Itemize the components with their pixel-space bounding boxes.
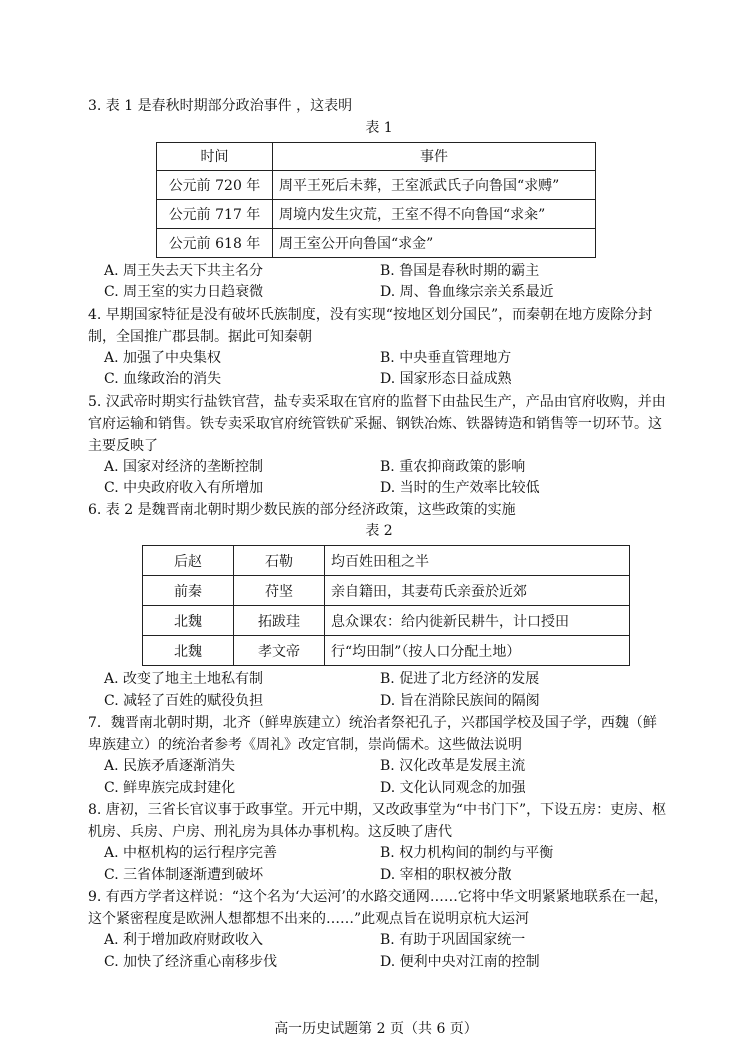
option-b: B. 鲁国是春秋时期的霸主 [380,262,540,279]
table-cell: 前秦 [143,576,234,606]
option-a: A. 中枢机构的运行程序完善 [104,845,278,861]
table-1 [156,142,596,258]
option-d: D. 宰相的职权被分散 [380,866,512,883]
exam-page [88,96,670,973]
table-row [143,636,630,666]
option-d: D. 旨在消除民族间的隔阂 [380,692,540,709]
option-b: B. 汉化改革是发展主流 [380,758,526,774]
option-c: C. 加快了经济重心南移步伐 [104,953,278,970]
question-5-stem: 5. 汉武帝时期实行盐铁官营，盐专卖采取在官府的监督下由盐民生产，产品由官府收购，并由官府运输和销售。铁专卖采取官府统管铁矿采掘、钢铁冶炼、铁器铸造和销售等一切环节。这主要反映了 [88,393,666,454]
table-cell: 石勒 [234,546,325,576]
question-3-options [88,261,670,304]
table-cell: 公元前 720 年 [157,170,273,199]
option-c: C. 中央政府收入有所增加 [104,480,264,496]
table-2-title: 表 2 [365,523,393,539]
question-6-stem: 6. 表 2 是魏晋南北朝时期少数民族的部分经济政策，这些政策的实施 [88,501,516,518]
table-cell: 息众课农：给内徙新民耕牛，计口授田 [325,606,630,636]
page-footer: 高一历史试题第 2 页（共 6 页） [274,1021,478,1037]
table-cell: 拓跋珪 [234,606,325,636]
table-cell: 公元前 618 年 [157,228,273,257]
option-c: C. 周王室的实力日趋衰微 [104,284,264,300]
option-a: A. 加强了中央集权 [104,349,222,366]
question-5-options [88,457,670,500]
table-row [157,170,596,199]
question-4-stem: 4. 早期国家特征是没有破坏氏族制度，没有实现“按地区划分国民”，而秦朝在地方废除分封制，全国推广郡县制。据此可知秦朝 [88,306,653,345]
table-row [143,576,630,606]
table-cell: 亲自籍田，其妻苟氏亲蚕於近郊 [325,576,630,606]
option-a: A. 民族矛盾逐渐消失 [104,758,236,774]
option-b: B. 重农抑商政策的影响 [380,458,526,475]
question-7-options [88,756,670,799]
table-cell: 周境内发生灾荒，王室不得不向鲁国“求籴” [273,199,596,228]
option-d: D. 周、鲁血缘宗亲关系最近 [380,284,554,300]
question-6-options [88,669,670,712]
option-b: B. 权力机构间的制约与平衡 [380,845,554,861]
table-row [143,546,630,576]
option-d: D. 国家形态日益成熟 [380,371,512,387]
table-1-header-time: 时间 [157,142,273,170]
question-7-stem: 7．魏晋南北朝时期，北齐（鲜卑族建立）统治者祭祀孔子，兴郡国学校及国子学，西魏（鲜卑族建立）的统治者参考《周礼》改定官制，崇尚儒术。这些做法说明 [88,715,657,753]
question-3-stem: 3. 表 1 是春秋时期部分政治事件 ，这表明 [88,98,353,114]
table-cell: 孝文帝 [234,636,325,666]
table-row [157,199,596,228]
table-cell: 北魏 [143,636,234,666]
question-4-options [88,348,670,391]
table-cell: 周王室公开向鲁国“求金” [273,228,596,257]
option-c: C. 减轻了百姓的赋役负担 [104,692,264,709]
option-a: A. 国家对经济的垄断控制 [104,458,264,475]
option-d: D. 文化认同观念的加强 [380,779,526,796]
option-d: D. 便利中央对江南的控制 [380,953,540,970]
option-c: C. 鲜卑族完成封建化 [104,779,236,796]
option-c: C. 血缘政治的消失 [104,371,222,387]
question-9-options [88,930,670,973]
table-1-header-event: 事件 [273,142,596,170]
table-cell: 均百姓田租之半 [325,546,630,576]
table-cell: 后赵 [143,546,234,576]
table-cell: 公元前 717 年 [157,199,273,228]
table-cell: 行“均田制”（按人口分配土地） [325,636,630,666]
table-1-title: 表 1 [365,119,393,136]
table-row [143,606,630,636]
table-cell: 苻坚 [234,576,325,606]
table-row [157,228,596,257]
table-cell: 周平王死后未葬，王室派武氏子向鲁国“求赙” [273,170,596,199]
option-a: A. 利于增加政府财政收入 [104,932,264,948]
option-b: B. 中央垂直管理地方 [380,349,512,366]
option-a: A. 周王失去天下共主名分 [104,262,264,279]
option-d: D. 当时的生产效率比较低 [380,480,540,496]
table-cell: 北魏 [143,606,234,636]
question-9-stem: 9. 有西方学者这样说：“这个名为‘大运河’的水路交通网……它将中华文明紧紧地联系在一起，这个紧密程度是欧洲人想都想不出来的……”此观点旨在说明京杭大运河 [88,889,668,927]
option-a: A. 改变了地主土地私有制 [104,671,264,687]
table-1-header-row [157,142,596,170]
option-b: B. 有助于巩固国家统一 [380,932,526,948]
option-c: C. 三省体制逐渐遭到破坏 [104,866,264,883]
table-2 [142,545,630,666]
question-8-options [88,843,670,886]
option-b: B. 促进了北方经济的发展 [380,671,540,687]
question-8-stem: 8. 唐初，三省长官议事于政事堂。开元中期，又改政事堂为“中书门下”，下设五房：吏房、枢机房、兵房、户房、刑礼房为具体办事机构。这反映了唐代 [88,802,667,840]
